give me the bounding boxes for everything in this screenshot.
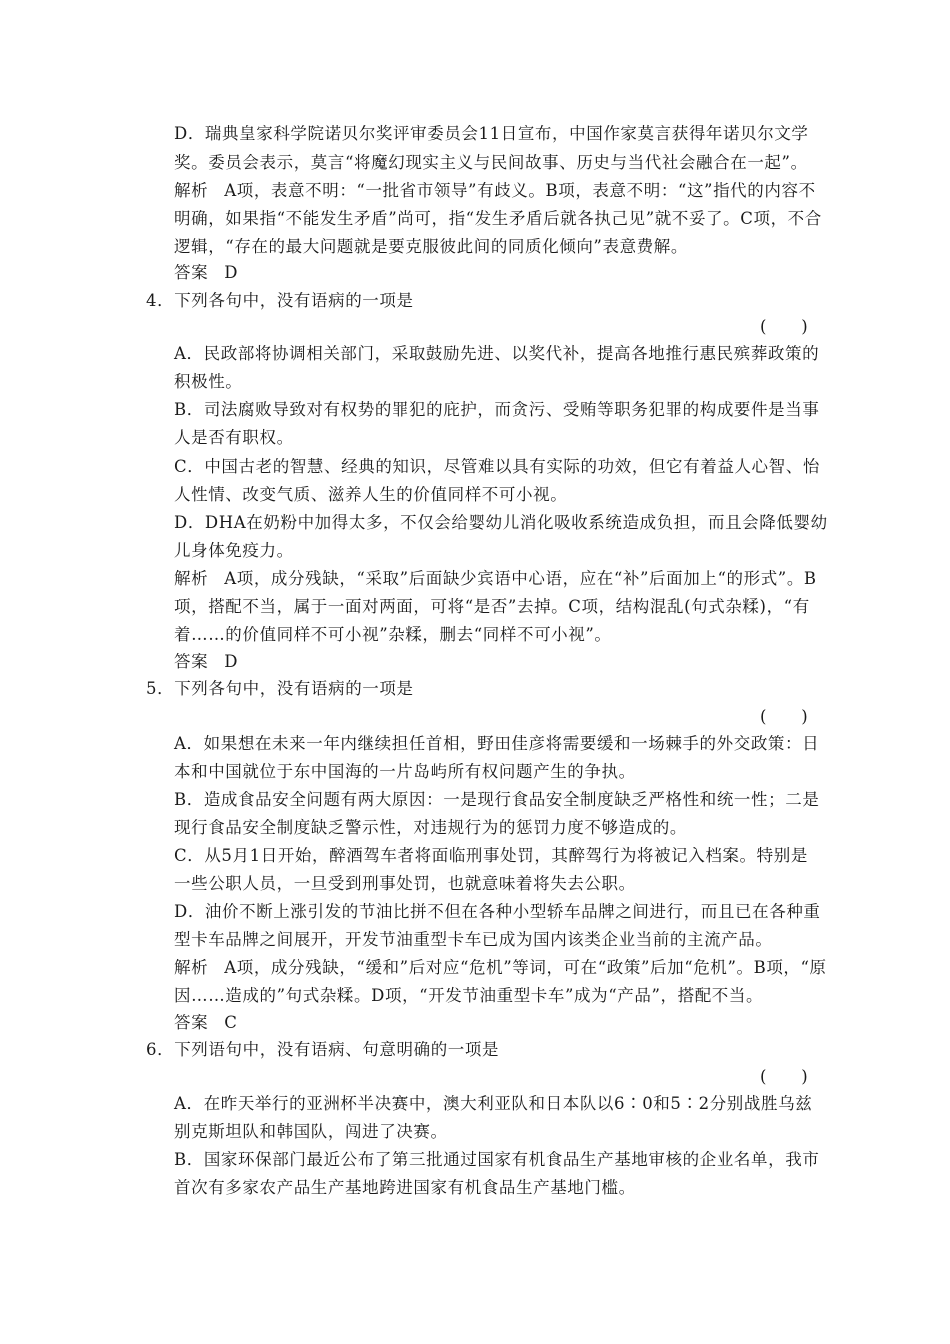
- q4-option-d-line-2: 儿身体免疫力。: [174, 541, 294, 560]
- analysis-label: 解析: [174, 181, 209, 200]
- analysis-text: A项，成分残缺，“缓和”后对应“危机”等词，可在“政策”后加“危机”。B项，“原: [224, 958, 827, 977]
- q6-option-b-line-2: 首次有多家农产品生产基地跨进国家有机食品生产基地门槛。: [174, 1178, 636, 1197]
- q4-answer-blank: ( ): [760, 317, 809, 336]
- q5-option-d-line-1: D．油价不断上涨引发的节油比拼不但在各种小型轿车品牌之间进行，而且已在各种重: [174, 902, 821, 921]
- analysis-text: A项，表意不明：“一批省市领导”有歧义。B项，表意不明：“这”指代的内容不: [224, 181, 816, 200]
- q4-stem: 4．下列各句中，没有语病的一项是: [146, 291, 414, 310]
- q3-analysis-line-1: [174, 180, 816, 202]
- q4-analysis-line-1: [174, 568, 817, 590]
- q4-option-c-line-1: C．中国古老的智慧、经典的知识，尽管难以具有实际的功效，但它有着益人心智、怡: [174, 457, 820, 476]
- q5-analysis-line-2: 因……造成的”句式杂糅。D项，“开发节油重型卡车”成为“产品”，搭配不当。: [174, 986, 764, 1005]
- q4-option-b-line-1: B．司法腐败导致对有权势的罪犯的庇护，而贪污、受贿等职务犯罪的构成要件是当事: [174, 400, 820, 419]
- q4-option-b-line-2: 人是否有职权。: [174, 428, 294, 447]
- q5-option-d-line-2: 型卡车品牌之间展开，开发节油重型卡车已成为国内该类企业当前的主流产品。: [174, 930, 773, 949]
- answer-value: D: [224, 652, 239, 671]
- q6-option-b-line-1: B．国家环保部门最近公布了第三批通过国家有机食品生产基地审核的企业名单，我市: [174, 1150, 820, 1169]
- answer-label: 答案: [174, 652, 209, 671]
- q3-analysis-line-2: 明确，如果指“不能发生矛盾”尚可，指“发生矛盾后就各执己见”就不妥了。C项，不合: [174, 209, 822, 228]
- q3-option-d-line-2: 奖。委员会表示，莫言“将魔幻现实主义与民间故事、历史与当代社会融合在一起”。: [174, 153, 808, 172]
- q4-option-a-line-2: 积极性。: [174, 372, 243, 391]
- q5-option-c-line-2: 一些公职人员，一旦受到刑事处罚，也就意味着将失去公职。: [174, 874, 636, 893]
- answer-label: 答案: [174, 263, 209, 282]
- q5-analysis-line-1: [174, 957, 827, 979]
- q4-option-c-line-2: 人性情、改变气质、滋养人生的价值同样不可小视。: [174, 485, 568, 504]
- q5-option-a-line-2: 本和中国就位于东中国海的一片岛屿所有权问题产生的争执。: [174, 762, 636, 781]
- analysis-label: 解析: [174, 958, 209, 977]
- q5-option-b-line-1: B．造成食品安全问题有两大原因：一是现行食品安全制度缺乏严格性和统一性；二是: [174, 790, 820, 809]
- q5-answer-blank: ( ): [760, 707, 809, 726]
- q4-analysis-line-3: 着……的价值同样不可小视”杂糅，删去“同样不可小视”。: [174, 625, 612, 644]
- q5-option-b-line-2: 现行食品安全制度缺乏警示性，对违规行为的惩罚力度不够造成的。: [174, 818, 687, 837]
- analysis-label: 解析: [174, 569, 209, 588]
- q5-option-c-line-1: C．从5月1日开始，醉酒驾车者将面临刑事处罚，其醉驾行为将被记入档案。特别是: [174, 846, 808, 865]
- q3-answer: [174, 262, 238, 284]
- q4-option-a-line-1: A．民政部将协调相关部门，采取鼓励先进、以奖代补，提高各地推行惠民殡葬政策的: [174, 344, 820, 363]
- q3-option-d-line-1: D．瑞典皇家科学院诺贝尔奖评审委员会11日宣布，中国作家莫言获得年诺贝尔文学: [174, 124, 809, 143]
- answer-value: C: [224, 1013, 238, 1032]
- answer-value: D: [224, 263, 239, 282]
- answer-label: 答案: [174, 1013, 209, 1032]
- q4-analysis-line-2: 项，搭配不当，属于一面对两面，可将“是否”去掉。C项，结构混乱(句式杂糅)，“有: [174, 597, 810, 616]
- q4-answer: [174, 651, 238, 673]
- analysis-text: A项，成分残缺，“采取”后面缺少宾语中心语，应在“补”后面加上“的形式”。B: [224, 569, 817, 588]
- q5-stem: 5．下列各句中，没有语病的一项是: [146, 679, 414, 698]
- q5-option-a-line-1: A．如果想在未来一年内继续担任首相，野田佳彦将需要缓和一场棘手的外交政策：日: [174, 734, 820, 753]
- q3-analysis-line-3: 逻辑，“存在的最大问题就是要克服彼此间的同质化倾向”表意费解。: [174, 237, 688, 256]
- q6-option-a-line-1: A．在昨天举行的亚洲杯半决赛中，澳大利亚队和日本队以6∶0和5∶2分别战胜乌兹: [174, 1094, 813, 1113]
- q4-option-d-line-1: D．DHA在奶粉中加得太多，不仅会给婴幼儿消化吸收系统造成负担，而且会降低婴幼: [174, 513, 828, 532]
- q5-answer: [174, 1012, 237, 1034]
- q6-answer-blank: ( ): [760, 1067, 809, 1086]
- q6-option-a-line-2: 别克斯坦队和韩国队，闯进了决赛。: [174, 1122, 448, 1141]
- q6-stem: 6．下列语句中，没有语病、句意明确的一项是: [146, 1040, 500, 1059]
